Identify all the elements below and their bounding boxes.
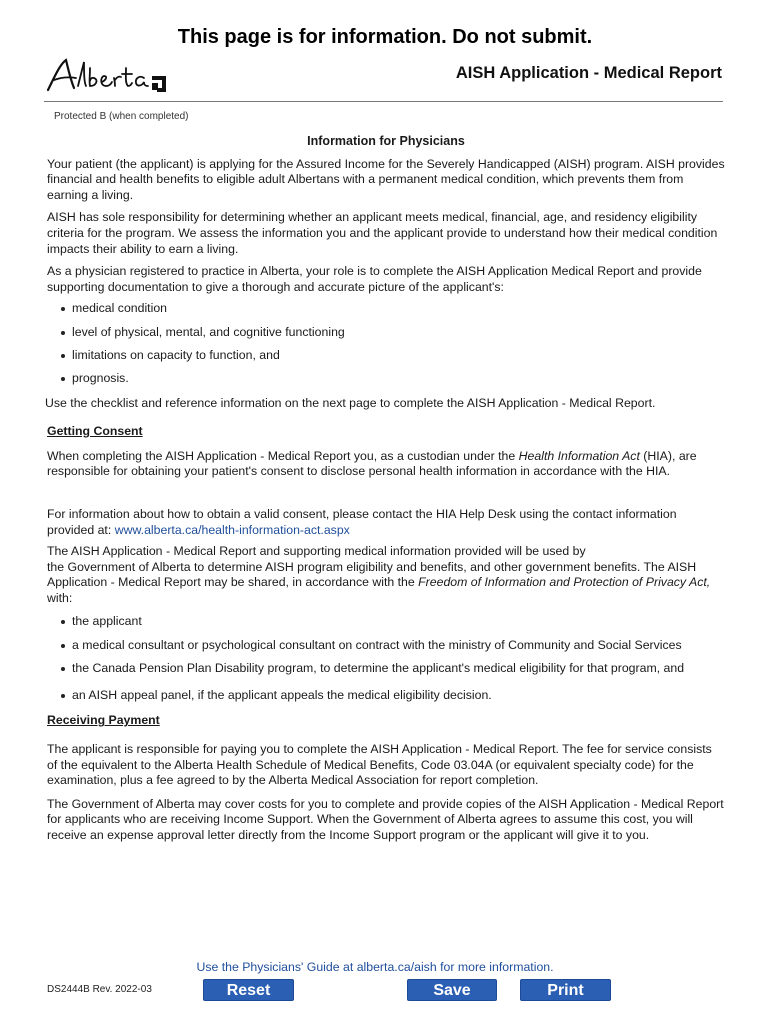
bullet-dot: [61, 377, 65, 381]
hia-link[interactable]: www.alberta.ca/health-information-act.aspx: [114, 522, 350, 537]
consent-paragraph: When completing the AISH Application - Medical Report you, as a custodian under the Health Information Act (HIA), are responsible for obtaining your patient's consent to disclose personal health information in accordance with the HIA.: [47, 448, 697, 479]
bullet-dot: [61, 620, 65, 624]
role-list: [47, 301, 725, 394]
save-button[interactable]: Save: [407, 979, 497, 1001]
print-button[interactable]: Print: [520, 979, 611, 1001]
reset-button[interactable]: Reset: [203, 979, 294, 1001]
share-list: [47, 614, 725, 711]
intro-paragraph: AISH has sole responsibility for determining whether an applicant meets medical, financial, age, and residency eligibility criteria for the program. We assess the information you and the applicant provide to understand how their medical condition impacts their ability to earn a living.: [47, 210, 718, 256]
form-revision: DS2444B Rev. 2022-03: [47, 984, 152, 995]
usage-paragraph: The AISH Application - Medical Report and supporting medical information provided will be used by the Government of Alberta to determine AISH program eligibility and benefits, and other government benefits. The AISH Application - Medical Report may be shared, in accordance with the Freedom of Information and Protection of Privacy Act, with:: [47, 544, 711, 605]
bullet-dot: [61, 331, 65, 335]
bullet-dot: [61, 307, 65, 311]
list-item: a medical consultant or psychological consultant on contract with the ministry of Community and Social Services: [72, 638, 725, 661]
list-item: limitations on capacity to function, and: [72, 348, 725, 371]
list-item: medical condition: [72, 301, 725, 324]
list-item: the applicant: [72, 614, 725, 637]
bullet-dot: [61, 354, 65, 358]
info-only-banner: This page is for information. Do not submit.: [177, 26, 593, 48]
aish-link[interactable]: alberta.ca/aish: [356, 960, 437, 974]
list-item: prognosis.: [72, 371, 725, 394]
consent-heading: Getting Consent: [47, 424, 143, 439]
info-heading: Information for Physicians: [307, 134, 465, 148]
list-item: an AISH appeal panel, if the applicant appeals the medical eligibility decision.: [72, 688, 725, 711]
header-divider: [44, 101, 723, 102]
form-body: [47, 134, 725, 844]
intro-paragraph: As a physician registered to practice in Alberta, your role is to complete the AISH Application Medical Report and provide supporting documentation to give a thorough and accurate picture of the applicant's:: [47, 264, 702, 294]
payment-paragraph: The Government of Alberta may cover costs for you to complete and provide copies of the AISH Application - Medical Report for applicants who are receiving Income Support. When the Government of Alberta agrees to assume this cost, you will receive an expense approval letter directly from the Income Support program or the applicant will give it to you.: [47, 796, 724, 842]
bullet-dot: [61, 644, 65, 648]
checklist-note: Use the checklist and reference information on the next page to complete the AISH Application - Medical Report.: [45, 395, 656, 410]
bullet-dot: [61, 694, 65, 698]
form-title: AISH Application - Medical Report: [455, 64, 722, 82]
intro-paragraph: Your patient (the applicant) is applying for the Assured Income for the Severely Handicapped (AISH) program. AISH provides financial and health benefits to eligible adult Albertans with a permanent medical condition, which prevents them from earning a living.: [47, 156, 725, 202]
payment-paragraph: The applicant is responsible for paying you to complete the AISH Application - Medical Report. The fee for service consists of the equivalent to the Alberta Health Schedule of Medical Benefits, Code 03.04A (or equivalent specialty code) for the examination, plus a fee agreed to by the Alberta Medical Association for report completion.: [47, 741, 712, 788]
protected-label: Protected B (when completed): [54, 111, 189, 122]
bullet-dot: [61, 667, 65, 671]
consent-contact-paragraph: For information about how to obtain a valid consent, please contact the HIA Help Desk using the contact information provided at: www.alberta.ca/health-information-act.aspx: [47, 506, 677, 537]
list-item: level of physical, mental, and cognitive functioning: [72, 325, 725, 348]
alberta-logo: [44, 56, 170, 96]
payment-heading: Receiving Payment: [47, 713, 160, 728]
physicians-guide-note: Use the Physicians' Guide at alberta.ca/aish for more information.: [196, 960, 554, 974]
list-item: the Canada Pension Plan Disability program, to determine the applicant's medical eligibility for that program, and: [72, 661, 725, 688]
